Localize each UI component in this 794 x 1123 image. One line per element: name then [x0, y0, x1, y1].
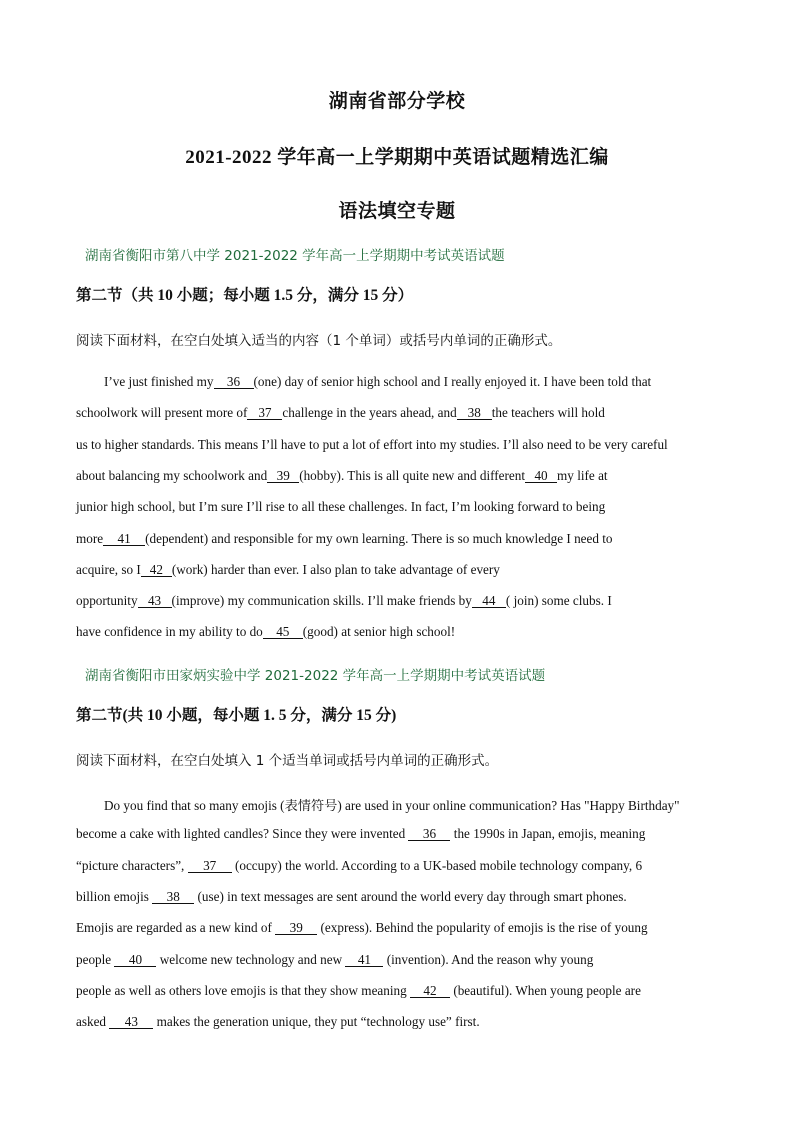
answer-blank[interactable]: 44: [472, 594, 506, 608]
passage-text: (invention). And the reason why young: [383, 951, 594, 967]
passage-text: challenge in the years ahead, and: [282, 405, 457, 421]
part1-passage-line: [104, 374, 651, 390]
answer-blank[interactable]: 36: [408, 827, 450, 841]
part2-source: 湖南省衡阳市田家炳实验中学 2021-2022 学年高一上学期期中考试英语试题: [85, 668, 546, 684]
part1-section-heading: 第二节（共 10 小题；每小题 1.5 分，满分 15 分）: [76, 287, 414, 304]
answer-blank[interactable]: 38: [152, 890, 194, 904]
part2-passage-line: [76, 1014, 480, 1030]
passage-text: my life at: [557, 467, 608, 483]
part1-passage-line: [76, 468, 608, 484]
part2-passage-line: [76, 983, 641, 999]
part1-source: 湖南省衡阳市第八中学 2021-2022 学年高一上学期期中考试英语试题: [85, 248, 505, 264]
passage-text: (hobby). This is all quite new and different: [299, 467, 526, 483]
answer-blank[interactable]: 41: [103, 532, 145, 546]
answer-blank[interactable]: 38: [457, 406, 492, 420]
answer-blank[interactable]: 43: [109, 1015, 153, 1029]
passage-text: become a cake with lighted candles? Since they were invented: [76, 826, 409, 842]
passage-text: schoolwork will present more of: [76, 405, 248, 421]
answer-blank[interactable]: 36: [214, 375, 254, 389]
part2-passage-line: [76, 920, 648, 936]
part1-passage-line: [76, 437, 668, 453]
passage-text: people: [76, 951, 115, 967]
passage-text: makes the generation unique, they put “technology use” first.: [153, 1014, 480, 1030]
passage-text: (good) at senior high school!: [302, 624, 456, 640]
passage-text: I’ve just finished my: [104, 374, 214, 389]
passage-text: welcome new technology and new: [156, 951, 346, 967]
passage-text: us to higher standards. This means I’ll have to put a lot of effort into my studies. I’ll also need to be very careful: [76, 436, 668, 452]
part2-passage-line: [76, 952, 593, 968]
passage-text: billion emojis: [76, 888, 153, 904]
passage-text: junior high school, but I’m sure I’ll rise to all these challenges. In fact, I’m looking forward to being: [76, 499, 606, 515]
part1-passage-line: [76, 499, 605, 515]
answer-blank[interactable]: 39: [275, 921, 317, 935]
part1-passage-line: [76, 562, 500, 578]
passage-text: (one) day of senior high school and I really enjoyed it. I have been told that: [253, 374, 652, 389]
passage-text: (work) harder than ever. I also plan to take advantage of every: [171, 561, 500, 577]
part2-passage-line: [76, 889, 627, 905]
answer-blank[interactable]: 43: [138, 594, 172, 608]
passage-text: have confidence in my ability to do: [76, 624, 263, 640]
passage-text: acquire, so I: [76, 561, 141, 577]
answer-blank[interactable]: 40: [525, 469, 557, 483]
passage-text: (beautiful). When young people are: [450, 982, 641, 998]
answer-blank[interactable]: 42: [141, 563, 172, 577]
passage-text: asked: [76, 1014, 110, 1030]
doc-title-exam: 2021-2022 学年高一上学期期中英语试题精选汇编: [185, 147, 609, 168]
passage-text: (dependent) and responsible for my own learning. There is so much knowledge I need to: [145, 530, 613, 546]
answer-blank[interactable]: 39: [267, 469, 299, 483]
passage-text: people as well as others love emojis is that they show meaning: [76, 982, 411, 998]
part1-passage-line: [76, 405, 605, 421]
part2-passage-line: [76, 858, 642, 874]
part1-instruction: 阅读下面材料，在空白处填入适当的内容（1 个单词）或括号内单词的正确形式。: [76, 333, 562, 349]
passage-text: (express). Behind the popularity of emojis is the rise of young: [317, 920, 648, 936]
answer-blank[interactable]: 37: [188, 859, 232, 873]
part2-section-heading: 第二节(共 10 小题，每小题 1. 5 分，满分 15 分): [76, 707, 397, 724]
part1-passage-line: [76, 624, 455, 640]
part2-instruction: 阅读下面材料，在空白处填入 1 个适当单词或括号内单词的正确形式。: [76, 753, 499, 769]
passage-text: the teachers will hold: [491, 405, 605, 421]
passage-text: more: [76, 530, 104, 546]
part1-passage-line: [76, 531, 613, 547]
passage-text: ( join) some clubs. I: [505, 593, 612, 609]
passage-text: opportunity: [76, 593, 138, 609]
passage-text: “picture characters”,: [76, 857, 188, 873]
answer-blank[interactable]: 41: [345, 953, 383, 967]
answer-blank[interactable]: 42: [410, 984, 450, 998]
part1-passage-line: [76, 593, 612, 609]
passage-text: Emojis are regarded as a new kind of: [76, 920, 276, 936]
doc-title-region: 湖南省部分学校: [328, 91, 466, 112]
passage-text: Do you find that so many emojis (表情符号) are used in your online communication? Has "Happy Birthday": [104, 798, 680, 813]
passage-text: (use) in text messages are sent around the world every day through smart phones.: [194, 888, 627, 904]
part2-passage-line: [104, 795, 680, 814]
part2-passage-line: [76, 826, 645, 842]
passage-text: about balancing my schoolwork and: [76, 467, 268, 483]
passage-text: (improve) my communication skills. I’ll make friends by: [171, 593, 472, 609]
answer-blank[interactable]: 45: [263, 625, 303, 639]
doc-title-topic: 语法填空专题: [338, 201, 456, 222]
passage-text: (occupy) the world. According to a UK-based mobile technology company, 6: [231, 857, 643, 873]
passage-text: the 1990s in Japan, emojis, meaning: [450, 826, 646, 842]
answer-blank[interactable]: 40: [114, 953, 156, 967]
answer-blank[interactable]: 37: [247, 406, 282, 420]
